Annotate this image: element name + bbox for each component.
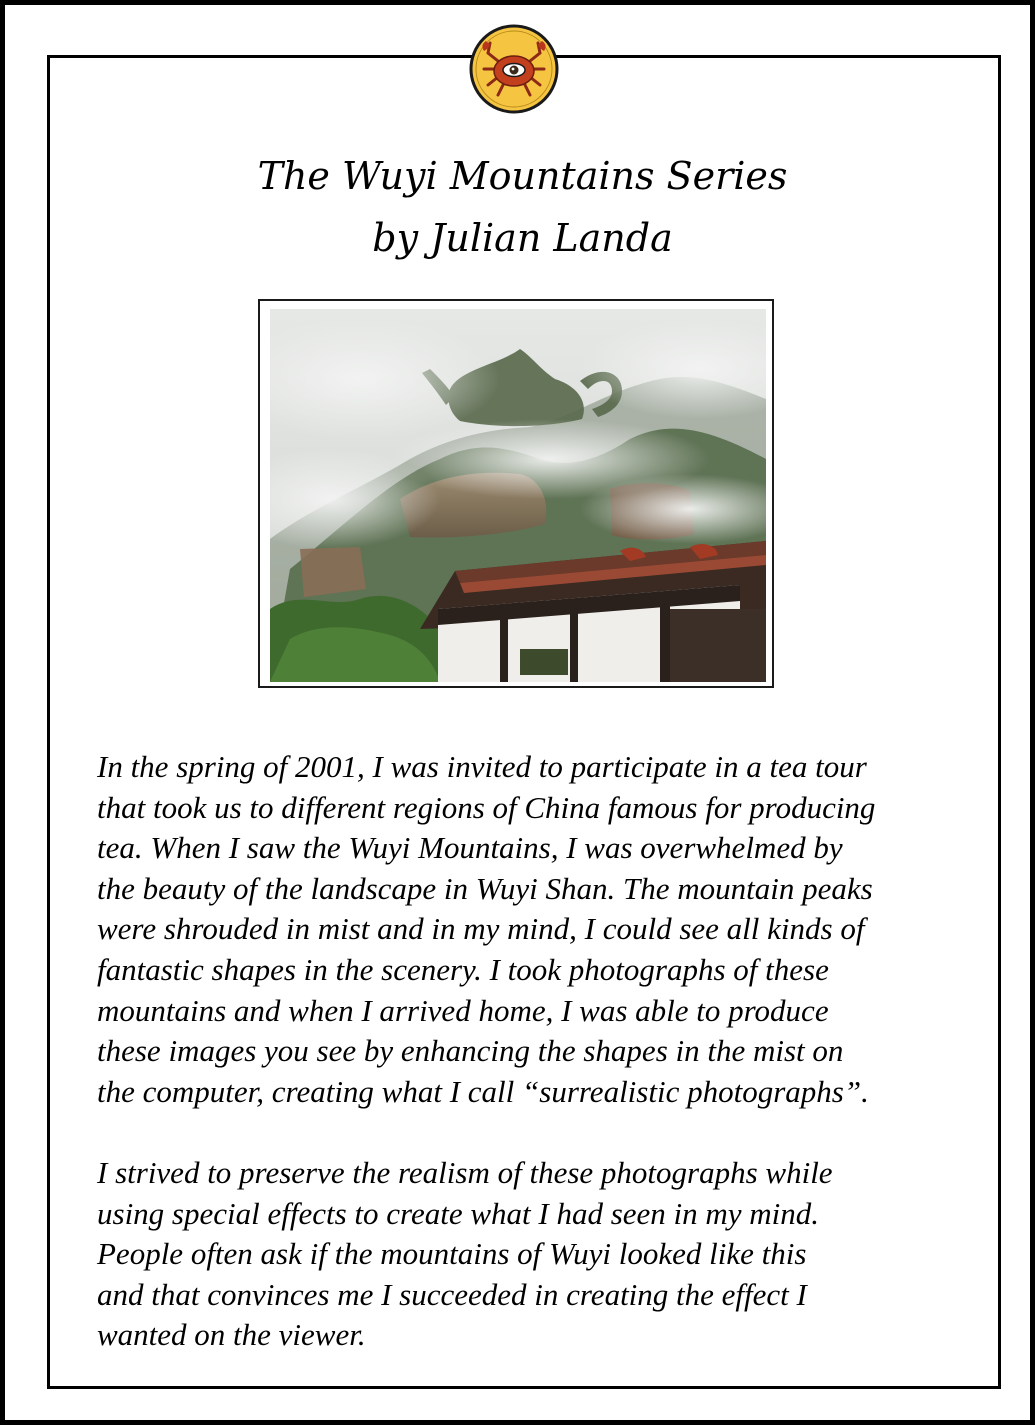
text-line: and that convinces me I succeeded in creating the effect I [97, 1276, 807, 1312]
text-line: using special effects to create what I had seen in my mind. [97, 1195, 820, 1231]
page-title [5, 145, 1035, 269]
text-line: the beauty of the landscape in Wuyi Shan. The mountain peaks [97, 870, 873, 906]
text-line: these images you see by enhancing the shapes in the mist on [97, 1033, 844, 1069]
text-line: wanted on the viewer. [97, 1317, 366, 1353]
text-line: fantastic shapes in the scenery. I took photographs of these [97, 951, 829, 987]
photo-frame [258, 299, 774, 688]
paragraph [97, 747, 977, 1112]
text-line: tea. When I saw the Wuyi Mountains, I was overwhelmed by [97, 830, 843, 866]
text-line: that took us to different regions of China famous for producing [97, 789, 876, 825]
title-line-2: by Julian Landa [372, 216, 673, 260]
crab-eye-emblem-icon [468, 23, 560, 115]
text-line: the computer, creating what I call “surrealistic photographs”. [97, 1073, 869, 1109]
text-line: People often ask if the mountains of Wuyi looked like this [97, 1236, 807, 1272]
text-line: In the spring of 2001, I was invited to participate in a tea tour [97, 749, 867, 784]
text-line: mountains and when I arrived home, I was able to produce [97, 992, 829, 1028]
paragraph-gap [97, 1112, 977, 1153]
text-line: I strived to preserve the realism of these photographs while [97, 1154, 833, 1190]
paragraph [97, 1153, 977, 1356]
title-line-1: The Wuyi Mountains Series [257, 154, 788, 198]
body-text [97, 747, 977, 1356]
text-line: were shrouded in mist and in my mind, I could see all kinds of [97, 911, 865, 947]
misty-mountain-teapot-photo [270, 309, 766, 682]
